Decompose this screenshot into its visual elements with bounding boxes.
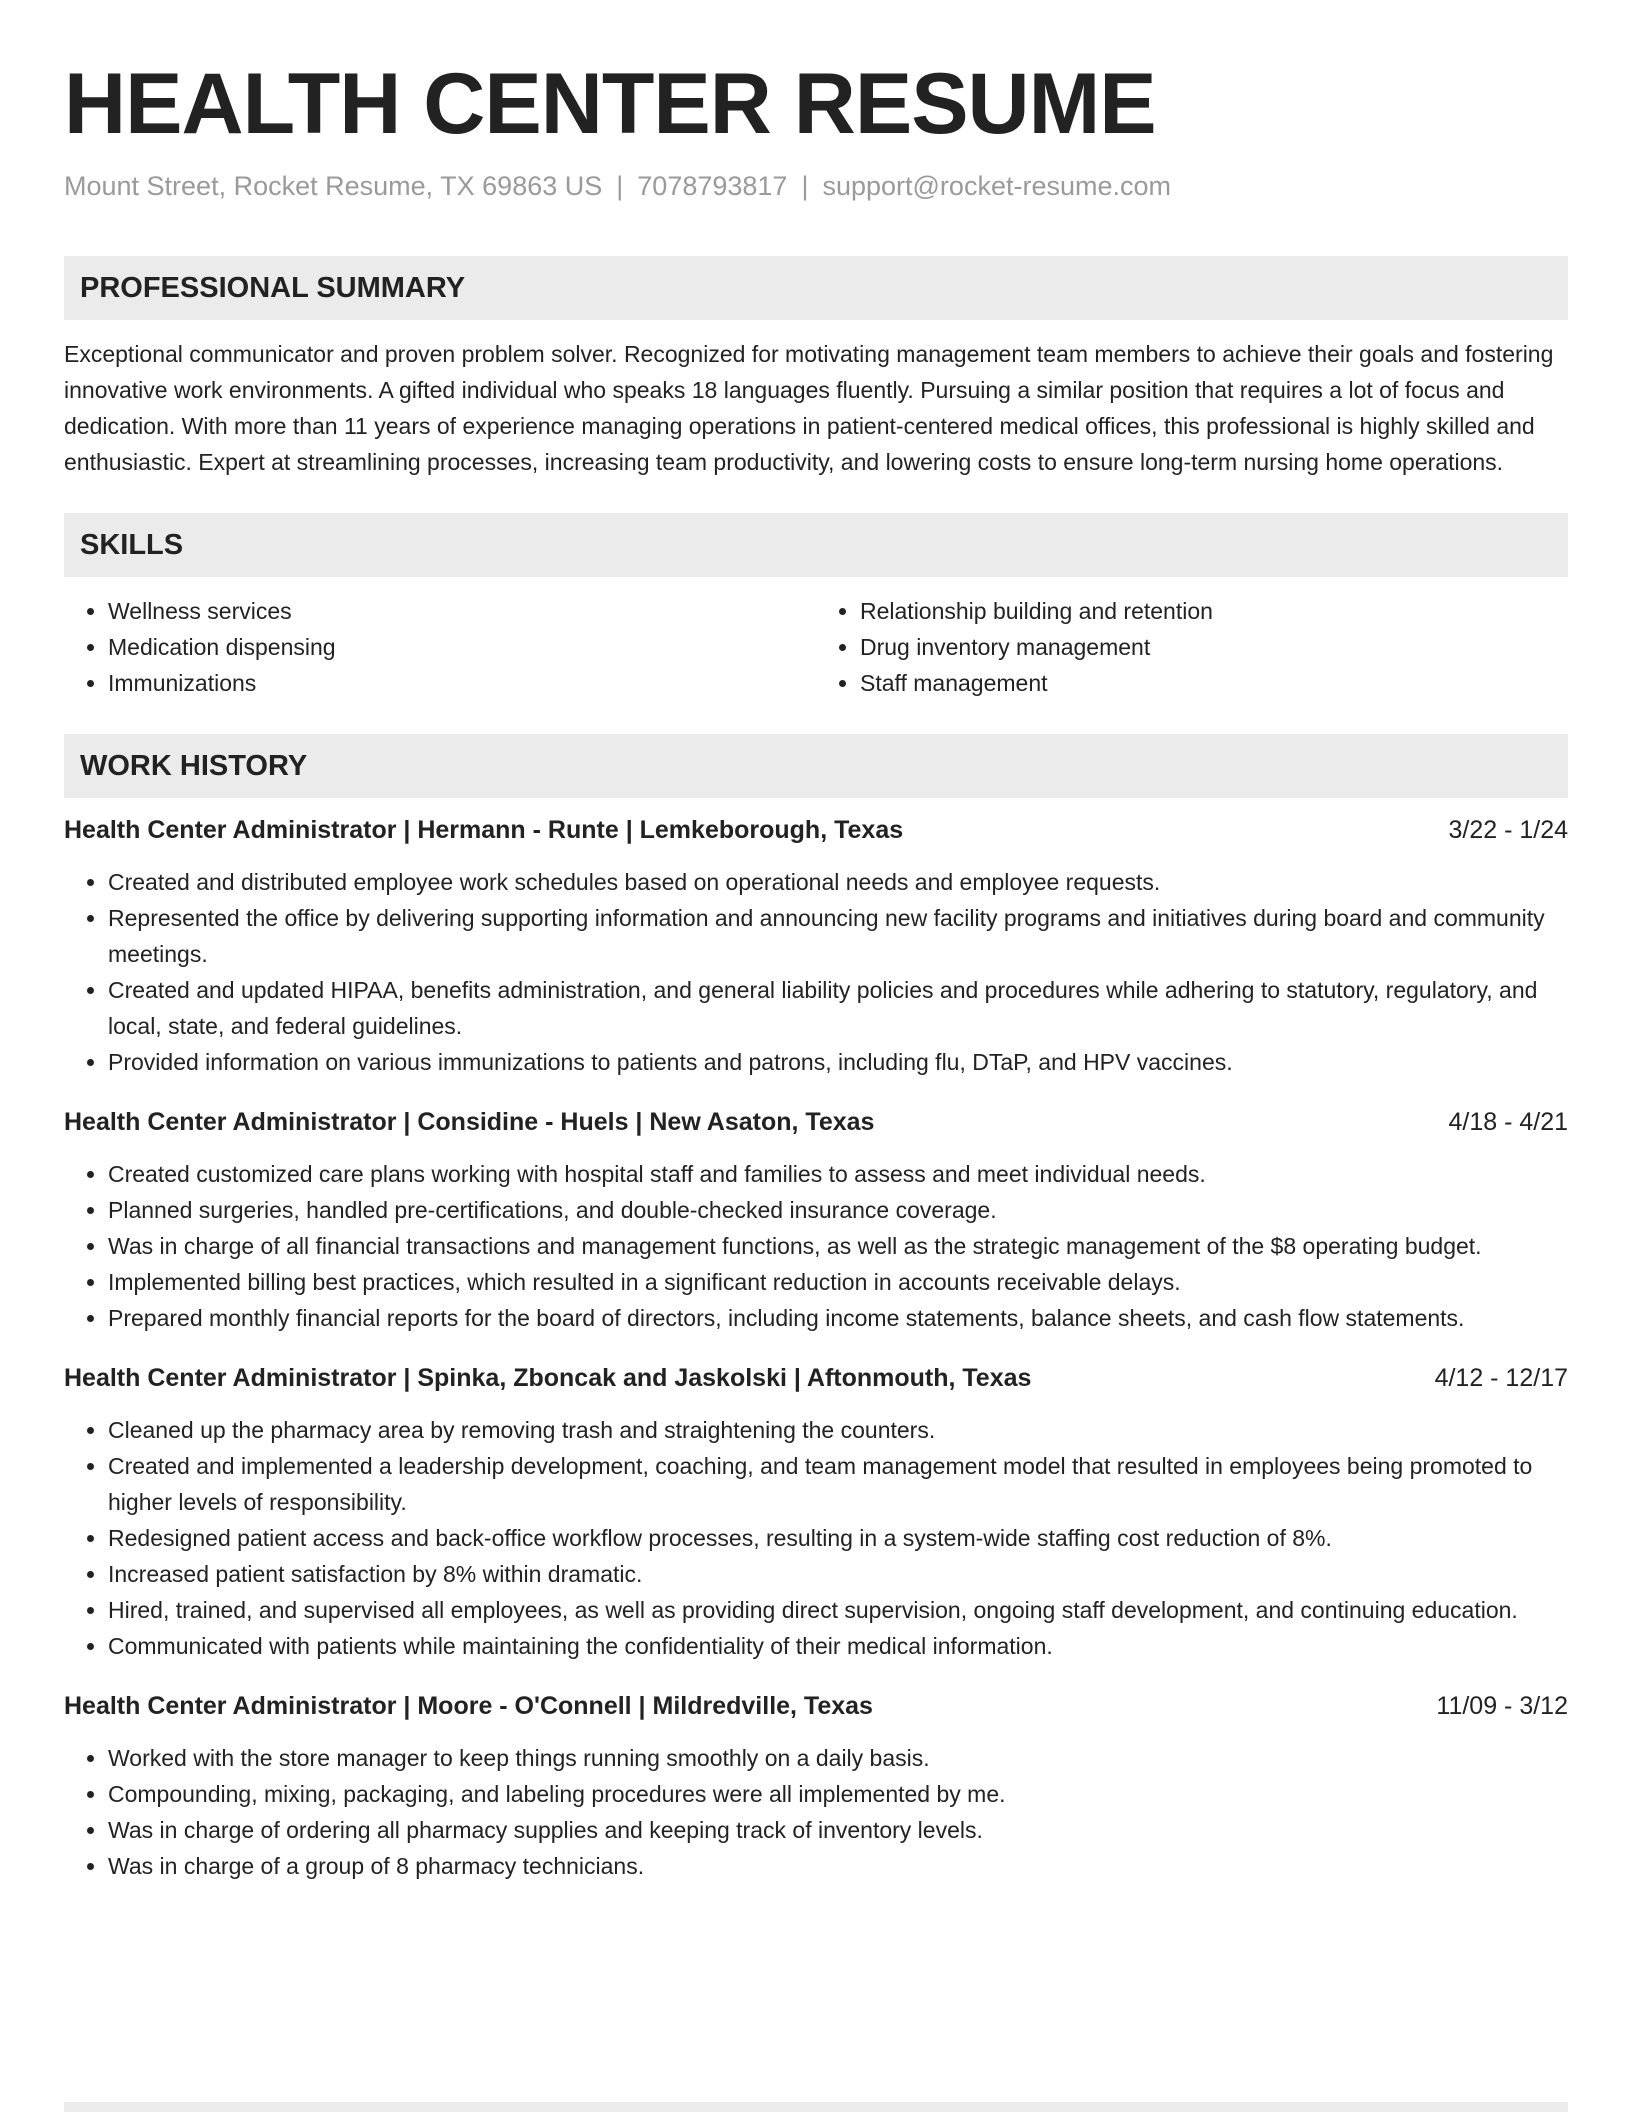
job-bullet: • Cleaned up the pharmacy area by removing trash and straightening the counters. xyxy=(108,1412,1568,1448)
section-header-skills: SKILLS xyxy=(64,513,1568,577)
contact-line xyxy=(64,168,1568,204)
job-entry xyxy=(64,1688,1568,1884)
job-bullet: • Increased patient satisfaction by 8% within dramatic. xyxy=(108,1556,1568,1592)
job-title: Health Center Administrator | Moore - O'Connell | Mildredville, Texas xyxy=(64,1692,873,1720)
job-dates: 3/22 - 1/24 xyxy=(1448,816,1568,844)
job-bullets xyxy=(64,1740,1568,1884)
contact-phone: 7078793817 xyxy=(637,171,788,201)
skill-item: • Medication dispensing xyxy=(108,629,816,665)
job-bullet: • Created and distributed employee work schedules based on operational needs and employee requests. xyxy=(108,864,1568,900)
job-dates: 11/09 - 3/12 xyxy=(1436,1692,1568,1720)
job-title: Health Center Administrator | Hermann - Runte | Lemkeborough, Texas xyxy=(64,816,904,844)
job-bullets xyxy=(64,1156,1568,1336)
job-header xyxy=(64,1688,1568,1724)
next-section-header-edge xyxy=(64,2102,1568,2112)
job-bullet: • Compounding, mixing, packaging, and labeling procedures were all implemented by me. xyxy=(108,1776,1568,1812)
job-bullet: • Worked with the store manager to keep things running smoothly on a daily basis. xyxy=(108,1740,1568,1776)
job-bullet: • Created and updated HIPAA, benefits administration, and general liability policies and procedures while adhering to statutory, regulatory, and local, state, and federal guidelines. xyxy=(108,972,1568,1044)
job-title: Health Center Administrator | Considine - Huels | New Asaton, Texas xyxy=(64,1108,875,1136)
job-bullet: • Represented the office by delivering supporting information and announcing new facility programs and initiatives during board and community meetings. xyxy=(108,900,1568,972)
job-entry xyxy=(64,812,1568,1080)
job-dates: 4/12 - 12/17 xyxy=(1434,1364,1568,1392)
job-bullets xyxy=(64,1412,1568,1664)
job-entry xyxy=(64,1360,1568,1664)
section-header-work-history: WORK HISTORY xyxy=(64,734,1568,798)
skills-column-left xyxy=(64,593,816,701)
contact-separator: | xyxy=(616,171,624,201)
contact-separator: | xyxy=(801,171,809,201)
skill-item: • Drug inventory management xyxy=(860,629,1568,665)
contact-email: support@rocket-resume.com xyxy=(822,171,1171,201)
contact-address: Mount Street, Rocket Resume, TX 69863 US xyxy=(64,171,603,201)
job-bullet: • Prepared monthly financial reports for the board of directors, including income statements, balance sheets, and cash flow statements. xyxy=(108,1300,1568,1336)
job-title: Health Center Administrator | Spinka, Zboncak and Jaskolski | Aftonmouth, Texas xyxy=(64,1364,1032,1392)
job-header xyxy=(64,1104,1568,1140)
skill-item: • Immunizations xyxy=(108,665,816,701)
skills-column-right xyxy=(816,593,1568,701)
job-bullets xyxy=(64,864,1568,1080)
skills-list xyxy=(64,593,1568,701)
job-bullet: • Hired, trained, and supervised all employees, as well as providing direct supervision, ongoing staff development, and continuing education. xyxy=(108,1592,1568,1628)
skill-item: • Staff management xyxy=(860,665,1568,701)
job-bullet: • Communicated with patients while maintaining the confidentiality of their medical information. xyxy=(108,1628,1568,1664)
section-header-summary: PROFESSIONAL SUMMARY xyxy=(64,256,1568,320)
resume-title: HEALTH CENTER RESUME xyxy=(64,56,1156,152)
job-bullet: • Provided information on various immunizations to patients and patrons, including flu, DTaP, and HPV vaccines. xyxy=(108,1044,1568,1080)
job-bullet: • Was in charge of ordering all pharmacy supplies and keeping track of inventory levels. xyxy=(108,1812,1568,1848)
summary-text: Exceptional communicator and proven problem solver. Recognized for motivating management team members to achieve their goals and fostering innovative work environments. A gifted individual who speaks 18 languages fluently. Pursuing a similar position that requires a lot of focus and dedication. With more than 11 years of experience managing operations in patient-centered medical offices, this professional is highly skilled and enthusiastic. Expert at streamlining processes, increasing team productivity, and lowering costs to ensure long-term nursing home operations. xyxy=(64,341,1554,475)
skill-item: • Wellness services xyxy=(108,593,816,629)
job-entry xyxy=(64,1104,1568,1336)
job-bullet: • Created and implemented a leadership development, coaching, and team management model that resulted in employees being promoted to higher levels of responsibility. xyxy=(108,1448,1568,1520)
job-dates: 4/18 - 4/21 xyxy=(1448,1108,1568,1136)
skill-item: • Relationship building and retention xyxy=(860,593,1568,629)
job-bullet: • Was in charge of all financial transactions and management functions, as well as the strategic management of the $8 operating budget. xyxy=(108,1228,1568,1264)
job-bullet: • Redesigned patient access and back-office workflow processes, resulting in a system-wide staffing cost reduction of 8%. xyxy=(108,1520,1568,1556)
job-bullet: • Was in charge of a group of 8 pharmacy technicians. xyxy=(108,1848,1568,1884)
job-bullet: • Created customized care plans working with hospital staff and families to assess and meet individual needs. xyxy=(108,1156,1568,1192)
job-header xyxy=(64,812,1568,848)
job-bullet: • Planned surgeries, handled pre-certifications, and double-checked insurance coverage. xyxy=(108,1192,1568,1228)
job-bullet: • Implemented billing best practices, which resulted in a significant reduction in accounts receivable delays. xyxy=(108,1264,1568,1300)
job-header xyxy=(64,1360,1568,1396)
